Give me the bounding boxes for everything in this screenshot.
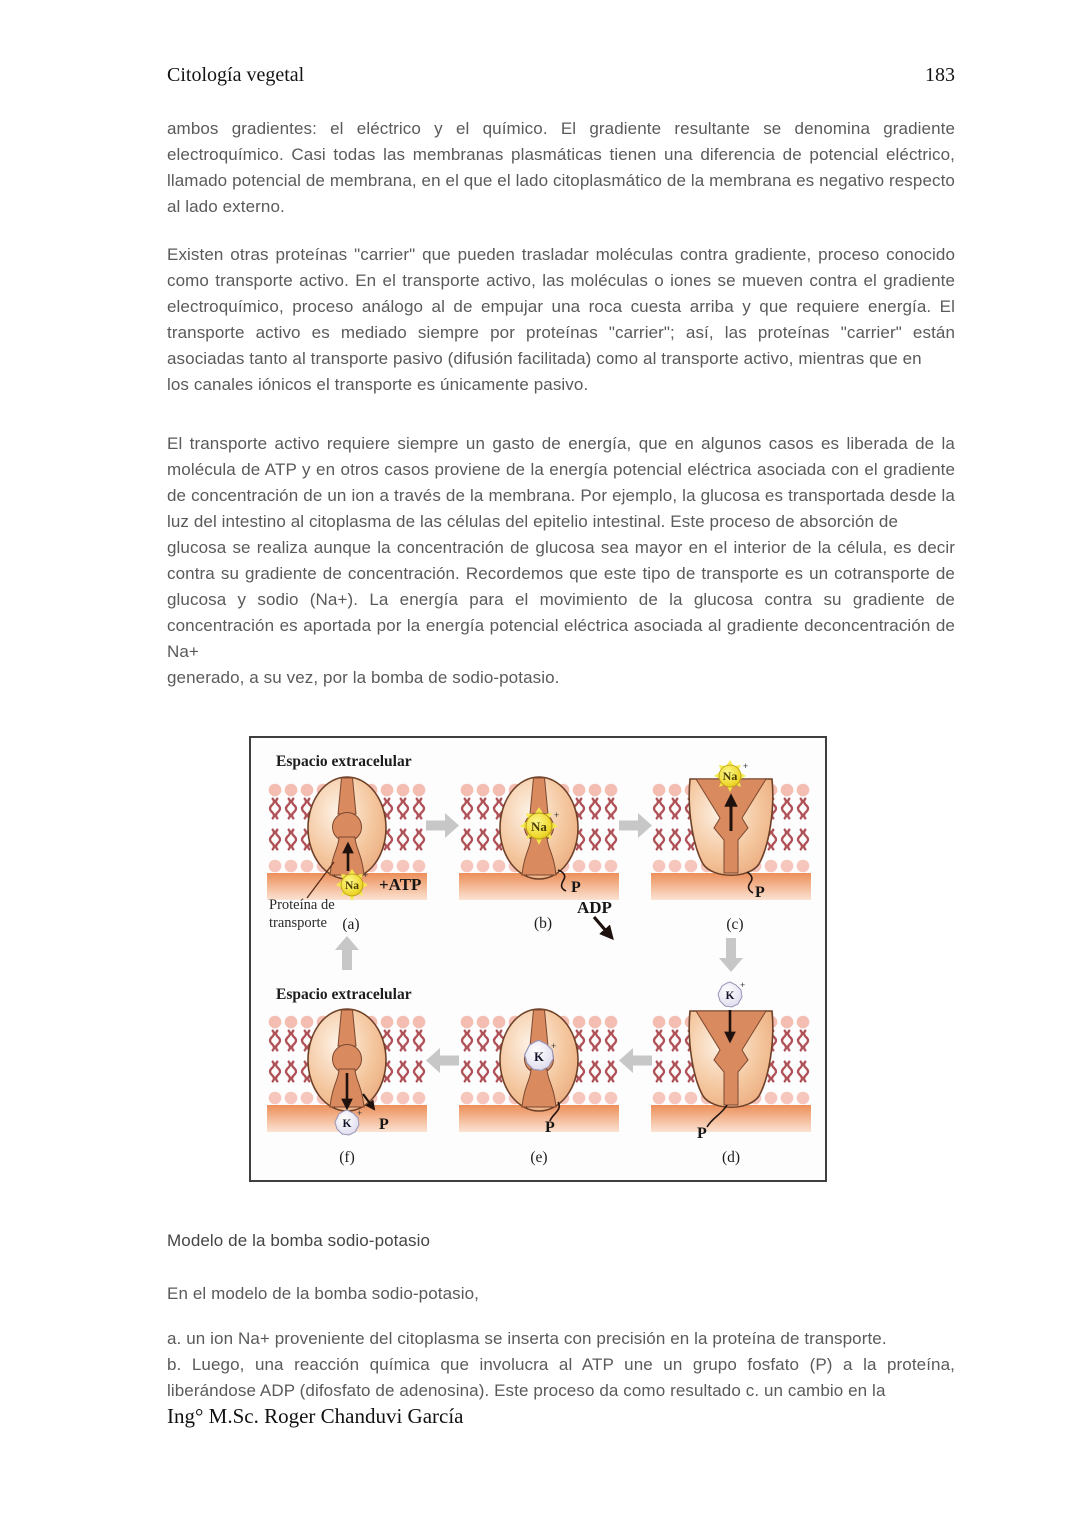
panel-label-e: (e) — [530, 1149, 548, 1166]
paragraph-text: El transporte activo requiere siempre un gasto de energía, que en algunos casos es liberada de la molécula de ATP y en otros casos proviene de la energía potencial eléctrica asociada con el gradiente de concentración de un ion a través de la membrana. Por ejemplo, la glucosa es transportada desde la luz del intestino al citoplasma de las células del epitelio intestinal. Este proceso de absorción de — [167, 434, 955, 531]
paragraph-electrochemical-gradient — [167, 116, 955, 220]
flow-arrow-left-icon — [619, 1048, 652, 1073]
paragraph-text: glucosa se realiza aunque la concentración de glucosa sea mayor en el interior de la célula, es decir contra su gradiente de concentración. Recordemos que este tipo de transporte es un cotransporte de glucosa y sodio (Na+). La energía para el movimiento de la glucosa contra su gradiente de concentración es aportada por la energía potencial eléctrica asociada al gradiente deconcentración de Na+ — [167, 538, 955, 661]
phosphate-label: P — [571, 879, 581, 896]
section-intro-text: En el modelo de la bomba sodio-potasio, — [167, 1284, 479, 1303]
transport-protein-label: transporte — [269, 915, 327, 931]
paragraph-active-transport — [167, 242, 955, 398]
paragraph-text: los canales iónicos el transporte es únicamente pasivo. — [167, 375, 589, 394]
plus-sign: + — [740, 980, 746, 990]
list-item-b: b. Luego, una reacción química que involucra al ATP une un grupo fosfato (P) a la proteína, liberándose ADP (difosfato de adenosina). Este proceso da como resultado c. un cambio en la — [167, 1355, 955, 1400]
flow-arrow-left-icon — [426, 1048, 459, 1073]
adp-label: ADP — [577, 898, 612, 917]
panel-label-d: (d) — [721, 1149, 741, 1166]
paragraph-text: ambos gradientes: el eléctrico y el químico. El gradiente resultante se denomina gradiente electroquímico. Casi todas las membranas plasmáticas tienen una diferencia de potencial eléctrico, llamado potencial de membrana, en el que el lado citoplasmático de la membrana es negativo respecto al lado externo. — [167, 119, 955, 216]
paragraph-text: generado, a su vez, por la bomba de sodio-potasio. — [167, 668, 560, 687]
header-title: Citología vegetal — [167, 64, 305, 86]
list-item-a: a. un ion Na+ proveniente del citoplasma se inserta con precisión en la proteína de transporte. — [167, 1329, 887, 1348]
panel-label-a: (a) — [342, 916, 360, 933]
potassium-label: K — [725, 990, 735, 1002]
extracellular-space-label: Espacio extracelular — [276, 753, 412, 770]
paragraph-text: Existen otras proteínas "carrier" que pueden trasladar moléculas contra gradiente, proceso conocido como transporte activo. En el transporte activo, las moléculas o iones se mueven contra el gradiente electroquímico, proceso análogo al de empujar una roca cuesta arriba y que requiere energía. El transporte activo es mediado siempre por proteínas "carrier"; así, las proteínas "carrier" están asociadas tanto al transporte pasivo (difusión facilitada) como al transporte activo, mientras que en — [167, 245, 955, 368]
flow-arrow-up-icon — [335, 936, 359, 970]
flow-arrow-down-icon — [719, 938, 743, 972]
panel-label-f: (f) — [339, 1149, 355, 1166]
paragraph-energy-glucose — [167, 431, 955, 691]
panel-label-c: (c) — [726, 916, 744, 933]
sodium-label: Na — [531, 819, 547, 834]
phosphate-label: P — [545, 1119, 555, 1136]
adp-release-arrow-icon — [594, 917, 612, 938]
plus-sign: + — [554, 810, 560, 820]
sodium-label: Na — [344, 880, 360, 892]
panel-label-b: (b) — [533, 915, 553, 932]
potassium-label: K — [534, 1050, 544, 1064]
model-steps-list — [167, 1326, 955, 1404]
plus-sign: + — [551, 1041, 557, 1051]
phosphate-label: P — [755, 884, 765, 901]
plus-sign: + — [743, 761, 749, 771]
atp-label: +ATP — [379, 875, 422, 894]
pump-cycle-diagram — [251, 738, 825, 1180]
sodium-label: Na — [722, 769, 738, 783]
section-intro — [167, 1281, 955, 1307]
section-heading — [167, 1228, 955, 1254]
page-number: 183 — [925, 64, 955, 86]
phosphate-label: P — [379, 1116, 389, 1133]
potassium-label: K — [342, 1118, 352, 1130]
plus-sign: + — [357, 1108, 363, 1118]
section-heading-text: Modelo de la bomba sodio-potasio — [167, 1231, 431, 1250]
flow-arrow-right-icon — [426, 813, 459, 838]
sodium-potassium-pump-figure — [249, 736, 827, 1182]
author-footer: Ing° M.Sc. Roger Chanduvi García — [167, 1404, 464, 1428]
extracellular-space-label: Espacio extracelular — [276, 986, 412, 1003]
plus-sign: + — [363, 870, 369, 880]
transport-protein-label: Proteína de — [269, 897, 335, 913]
flow-arrow-right-icon — [619, 813, 652, 838]
phosphate-label: P — [697, 1125, 707, 1142]
page-header — [167, 64, 955, 87]
